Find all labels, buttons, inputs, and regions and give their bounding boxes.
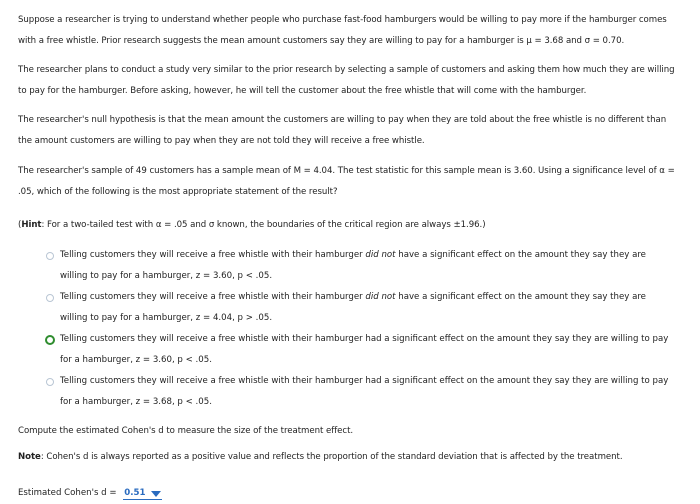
answer-option-text: Telling customers they will receive a free whistle with their hamburger had a significant effect on the amount they say they are willing to pay for a hamburger, z = 3.68, p < .05. <box>60 376 669 407</box>
radio-button[interactable] <box>45 335 55 345</box>
cohens-d-label: Estimated Cohen's d = <box>18 488 117 498</box>
answer-option-1[interactable] <box>46 245 680 287</box>
answer-option-2[interactable] <box>46 287 680 329</box>
cohens-d-dropdown[interactable] <box>123 488 161 500</box>
cohens-d-instruction: Compute the estimated Cohen's d to measure the size of the treatment effect. <box>18 426 354 436</box>
cohens-d-selected-value: 0.51 <box>124 488 146 498</box>
hint-label: Hint <box>21 220 42 230</box>
answer-option-4[interactable] <box>46 371 680 413</box>
answer-option-text: Telling customers they will receive a free whistle with their hamburger had a significant effect on the amount they say they are willing to pay for a hamburger, z = 3.60, p < .05. <box>60 334 669 365</box>
answer-option-text: Telling customers they will receive a free whistle with their hamburger did not have a significant effect on the amount they say they are willing to pay for a hamburger, z = 3.60, p < .05. <box>60 250 646 281</box>
note-label: Note <box>18 452 41 462</box>
cohens-d-answer-row <box>18 483 680 504</box>
study-plan-paragraph: The researcher plans to conduct a study very similar to the prior research by selecting a sample of customers and asking them how much they are willing to pay for the hamburger. Before asking, however, he will tell the customer about the free whistle that will come with the hamburger. <box>18 65 675 96</box>
radio-button[interactable] <box>46 294 54 302</box>
sample-result-paragraph: The researcher's sample of 49 customers has a sample mean of M = 4.04. The test statistic for this sample mean is 3.60. Using a significance level of α = .05, which of the following is the most appropriate statement of the result? <box>18 166 675 197</box>
chevron-down-icon <box>151 491 161 497</box>
note-text: Note: Cohen's d is always reported as a positive value and reflects the proportion of the standard deviation that is affected by the treatment. <box>18 452 623 462</box>
hint-text: (Hint: For a two-tailed test with α = .05 and σ known, the boundaries of the critical region are always ±1.96.) <box>18 220 486 230</box>
answer-option-text: Telling customers they will receive a free whistle with their hamburger did not have a significant effect on the amount they say they are willing to pay for a hamburger, z = 4.04, p > .05. <box>60 292 646 323</box>
radio-button[interactable] <box>46 378 54 386</box>
radio-button[interactable] <box>46 252 54 260</box>
answer-option-3[interactable] <box>46 329 680 371</box>
scenario-paragraph: Suppose a researcher is trying to understand whether people who purchase fast-food hamburgers would be willing to pay more if the hamburger comes with a free whistle. Prior research suggests the mean amount customers say they are willing to pay for a hamburger is μ = 3.68 and σ = 0.70. <box>18 15 667 46</box>
answer-options <box>46 245 680 413</box>
null-hypothesis-paragraph: The researcher's null hypothesis is that the mean amount the customers are willing to pay when they are told about the free whistle is no different than the amount customers are willing to pay when they are not told they will receive a free whistle. <box>18 115 667 146</box>
